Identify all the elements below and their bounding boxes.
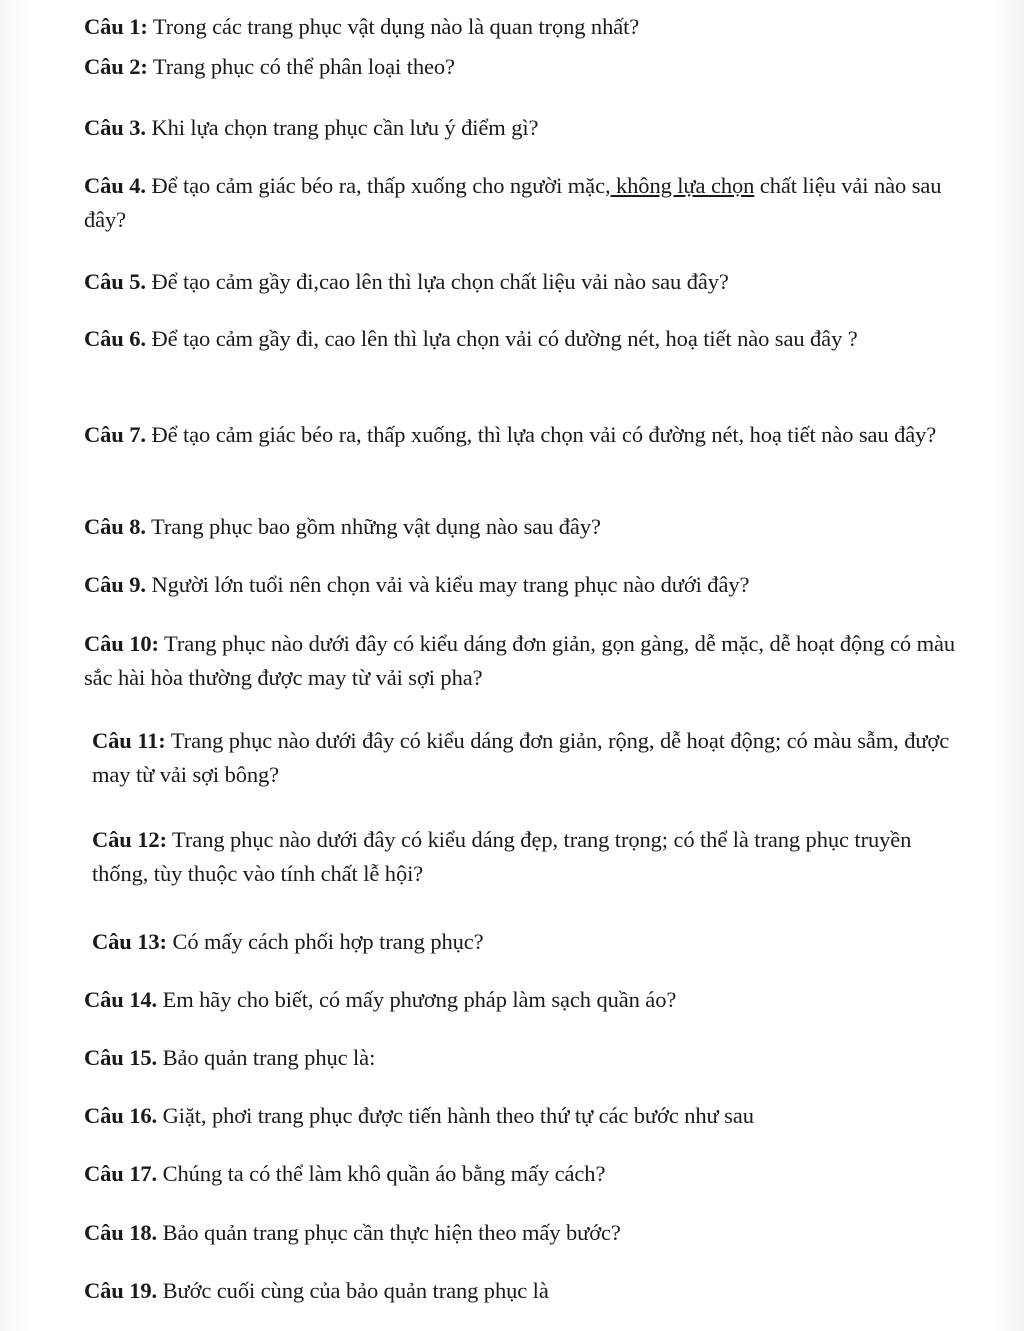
question-text: Trang phục nào dưới đây có kiểu dáng đẹp, trang trọng; có thể là trang phục truyền thống, tùy thuộc vào tính chất lễ hội? — [92, 827, 912, 886]
question-5 — [84, 265, 974, 299]
question-8 — [84, 510, 974, 544]
question-6 — [84, 322, 974, 356]
question-text: Để tạo cảm gầy đi, cao lên thì lựa chọn vải có dường nét, hoạ tiết nào sau đây ? — [145, 326, 858, 351]
question-text: Để tạo cảm giác béo ra, thấp xuống, thì lựa chọn vải có đường nét, hoạ tiết nào sau đây? — [145, 422, 937, 447]
question-15 — [84, 1041, 974, 1075]
question-number: Câu 18. — [84, 1220, 158, 1245]
question-text-continued: chất liệu vải nào sau đây? — [84, 173, 942, 232]
question-text: Chúng ta có thể làm khô quần áo bằng mấy cách? — [157, 1161, 606, 1186]
question-text: Giặt, phơi trang phục được tiến hành theo thứ tự các bước như sau — [157, 1103, 754, 1128]
question-4 — [84, 169, 974, 237]
question-number: Câu 5. — [84, 269, 146, 294]
question-3 — [84, 111, 974, 145]
question-text: Trang phục có thể phân loại theo? — [147, 54, 455, 79]
question-number: Câu 14. — [84, 987, 158, 1012]
question-number: Câu 11: — [92, 728, 166, 753]
question-number: Câu 3. — [84, 115, 146, 140]
question-number: Câu 8. — [84, 514, 146, 539]
question-text: Để tạo cảm gầy đi,cao lên thì lựa chọn chất liệu vải nào sau đây? — [145, 269, 729, 294]
question-number: Câu 4. — [84, 173, 146, 198]
question-text: Để tạo cảm giác béo ra, thấp xuống cho người mặc, — [145, 173, 611, 198]
question-text: Trong các trang phục vật dụng nào là quan trọng nhất? — [147, 14, 640, 39]
question-number: Câu 10: — [84, 631, 159, 656]
question-7 — [84, 418, 974, 452]
question-number: Câu 1: — [84, 14, 148, 39]
question-text: Bước cuối cùng của bảo quản trang phục là — [157, 1278, 549, 1303]
question-number: Câu 13: — [92, 929, 167, 954]
question-text: Trang phục nào dưới đây có kiểu dáng đơn giản, rộng, dễ hoạt động; có màu sẫm, được may từ vải sợi bông? — [92, 728, 950, 787]
question-number: Câu 16. — [84, 1103, 158, 1128]
question-text: Có mấy cách phối hợp trang phục? — [166, 929, 484, 954]
question-number: Câu 7. — [84, 422, 146, 447]
question-1 — [84, 10, 974, 44]
question-text-underlined: không lựa chọn — [610, 173, 755, 198]
question-text: Bảo quản trang phục cần thực hiện theo mấy bước? — [157, 1220, 621, 1245]
question-16 — [84, 1099, 974, 1133]
question-number: Câu 6. — [84, 326, 146, 351]
question-14 — [84, 983, 974, 1017]
question-number: Câu 12: — [92, 827, 167, 852]
question-19 — [84, 1274, 974, 1308]
question-11 — [92, 724, 972, 792]
question-text: Khi lựa chọn trang phục cần lưu ý điểm gì? — [145, 115, 539, 140]
question-number: Câu 15. — [84, 1045, 158, 1070]
question-2 — [84, 50, 974, 84]
question-number: Câu 17. — [84, 1161, 158, 1186]
question-10 — [84, 627, 974, 695]
question-text: Trang phục nào dưới đây có kiểu dáng đơn giản, gọn gàng, dễ mặc, dễ hoạt động có màu sắc hài hòa thường được may từ vải sợi pha? — [84, 631, 956, 690]
question-text: Người lớn tuổi nên chọn vải và kiểu may trang phục nào dưới đây? — [145, 572, 750, 597]
question-12 — [92, 823, 972, 891]
question-9 — [84, 568, 974, 602]
question-number: Câu 9. — [84, 572, 146, 597]
question-text: Em hãy cho biết, có mấy phương pháp làm sạch quần áo? — [157, 987, 677, 1012]
question-text: Bảo quản trang phục là: — [157, 1045, 376, 1070]
question-number: Câu 2: — [84, 54, 148, 79]
question-text: Trang phục bao gồm những vật dụng nào sau đây? — [145, 514, 601, 539]
question-17 — [84, 1157, 974, 1191]
question-18 — [84, 1216, 974, 1250]
question-13 — [92, 925, 972, 959]
question-number: Câu 19. — [84, 1278, 158, 1303]
